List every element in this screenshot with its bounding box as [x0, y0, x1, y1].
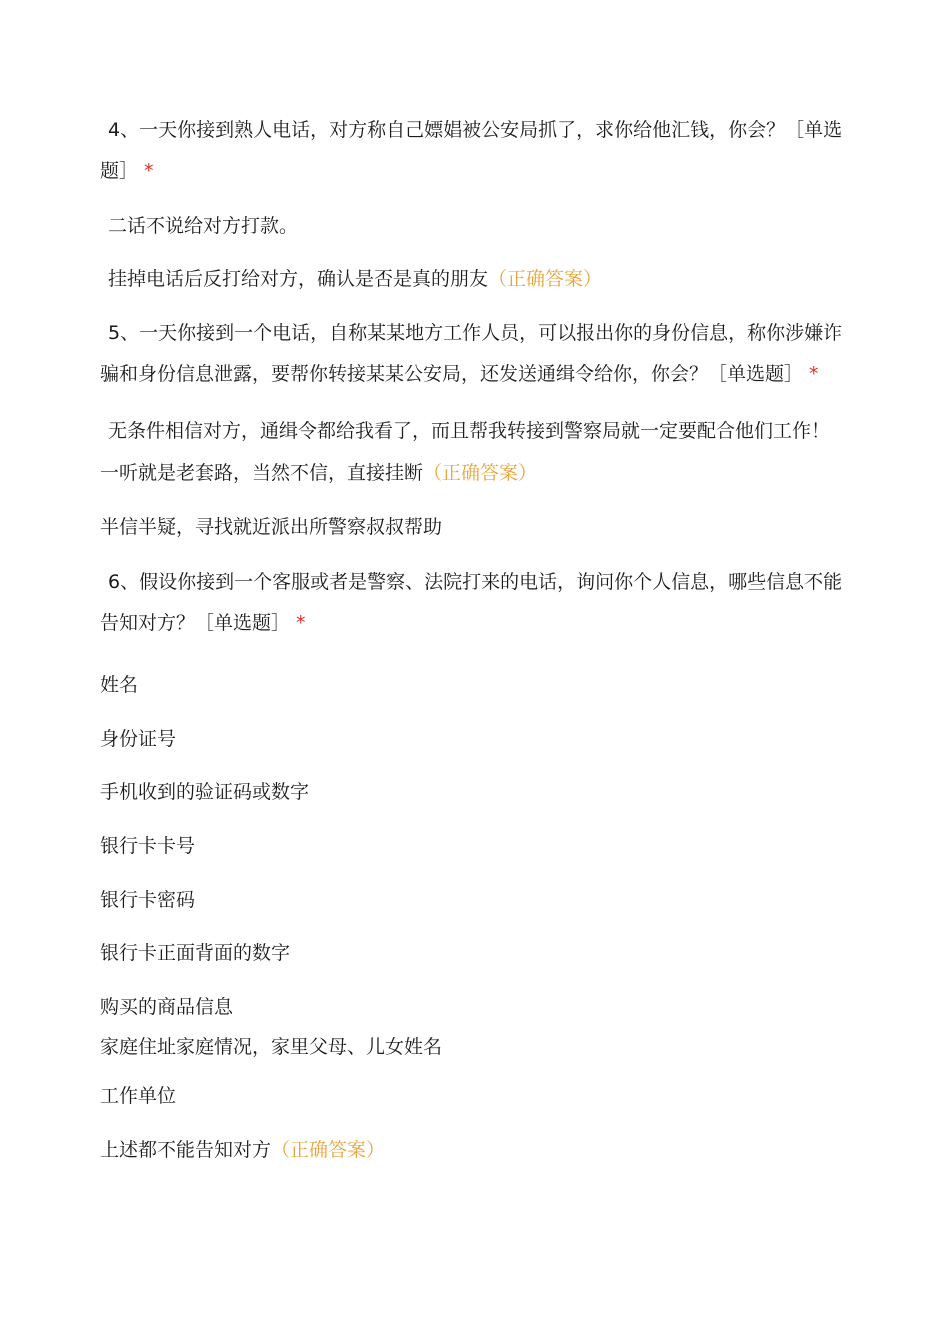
- question-text: 5、一天你接到一个电话，自称某某地方工作人员，可以报出你的身份信息，称你涉嫌诈骗和身份信息泄露，要帮你转接某某公安局，还发送通缉令给你，你会？［单选题］: [100, 322, 843, 385]
- option-label: 无条件相信对方，通缉令都给我看了，而且帮我转接到警察局就一定要配合他们工作！: [108, 420, 831, 442]
- question-4: [100, 110, 860, 192]
- option-q6-j[interactable]: [100, 1130, 860, 1171]
- option-label: 银行卡密码: [100, 889, 196, 911]
- option-q5-c[interactable]: [100, 507, 860, 548]
- option-q6-i[interactable]: [100, 1076, 860, 1117]
- option-q4-b[interactable]: [108, 259, 868, 300]
- option-q6-c[interactable]: [100, 772, 860, 813]
- required-marker: *: [144, 160, 154, 182]
- option-label: 银行卡正面背面的数字: [100, 942, 291, 964]
- option-label: 上述都不能告知对方: [100, 1139, 272, 1161]
- option-label: 挂掉电话后反打给对方，确认是否是真的朋友: [108, 268, 489, 290]
- option-q5-b[interactable]: [100, 453, 860, 494]
- option-label: 身份证号: [100, 728, 177, 750]
- option-q5-a[interactable]: [108, 411, 868, 452]
- option-q6-f[interactable]: [100, 933, 860, 974]
- correct-answer-mark: （正确答案）: [271, 1139, 386, 1161]
- option-label: 一听就是老套路，当然不信，直接挂断: [100, 462, 424, 484]
- option-label: 二话不说给对方打款。: [108, 215, 299, 237]
- option-q6-g[interactable]: [100, 987, 860, 1028]
- option-q6-b[interactable]: [100, 719, 860, 760]
- question-text: 6、假设你接到一个客服或者是警察、法院打来的电话，询问你个人信息，哪些信息不能告知对方？［单选题］: [100, 571, 843, 634]
- required-marker: *: [809, 363, 819, 385]
- option-q6-h[interactable]: [100, 1027, 860, 1068]
- question-5: [100, 313, 860, 395]
- option-label: 半信半疑，寻找就近派出所警察叔叔帮助: [100, 516, 443, 538]
- question-6: [100, 562, 860, 644]
- option-label: 手机收到的验证码或数字: [100, 781, 310, 803]
- option-q4-a[interactable]: [108, 206, 868, 247]
- option-label: 购买的商品信息: [100, 996, 234, 1018]
- option-label: 姓名: [100, 674, 139, 696]
- option-q6-e[interactable]: [100, 880, 860, 921]
- option-q6-d[interactable]: [100, 826, 860, 867]
- option-q6-a[interactable]: [100, 665, 860, 706]
- option-label: 银行卡卡号: [100, 835, 196, 857]
- option-label: 工作单位: [100, 1085, 177, 1107]
- option-label: 家庭住址家庭情况，家里父母、儿女姓名: [100, 1036, 443, 1058]
- question-text: 4、一天你接到熟人电话，对方称自己嫖娼被公安局抓了，求你给他汇钱，你会？［单选题］: [100, 119, 843, 182]
- correct-answer-mark: （正确答案）: [488, 268, 603, 290]
- correct-answer-mark: （正确答案）: [423, 462, 538, 484]
- required-marker: *: [296, 612, 306, 634]
